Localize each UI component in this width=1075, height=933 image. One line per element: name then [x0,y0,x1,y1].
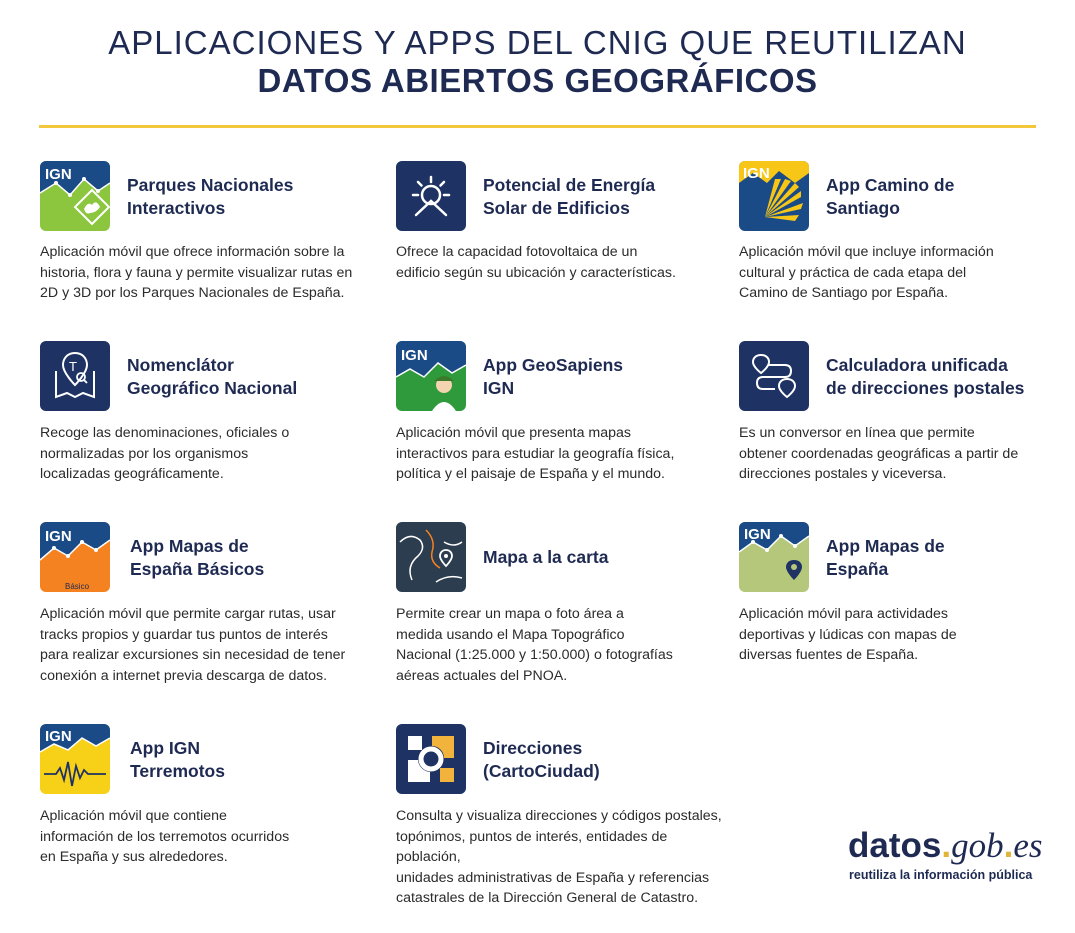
app-title: Nomenclátor Geográfico Nacional [127,355,298,398]
logo-word-gob: gob [951,826,1004,865]
mapas-basicos-icon [40,522,110,592]
logo-dot: . [941,826,952,865]
app-title: App GeoSapiens IGN [483,355,624,398]
ign-label: IGN [743,165,770,182]
camino-santiago-icon [739,161,809,231]
datos-gob-logo[interactable] [848,826,1042,866]
ign-label: IGN [45,528,72,545]
title-divider [39,125,1036,128]
app-description: Aplicación móvil que contiene información de los terremotos ocurridos en España y sus alrededores. [40,808,290,865]
ign-label: IGN [401,347,428,364]
logo-tagline: reutiliza la información pública [849,868,1033,882]
app-description: Aplicación móvil que ofrece información sobre la historia, flora y fauna y permite visualizar rutas en 2D y 3D por los Parques Nacionales de España. [40,244,353,301]
app-title: Calculadora unificada de direcciones postales [826,355,1025,398]
app-description: Recoge las denominaciones, oficiales o normalizadas por los organismos localizadas geográficamente. [40,425,290,482]
app-title: App Mapas de España Básicos [130,536,265,579]
cartociudad-icon [396,724,466,794]
page-title-line2: DATOS ABIERTOS GEOGRÁFICOS [257,62,818,99]
basico-label: Básico [65,582,90,591]
app-title: Direcciones (CartoCiudad) [483,738,600,781]
app-description: Es un conversor en línea que permite obtener coordenadas geográficas a partir de direcciones postales y viceversa. [739,425,1019,482]
terremotos-icon [40,724,110,794]
app-title: Parques Nacionales Interactivos [127,175,294,218]
app-description: Aplicación móvil que presenta mapas interactivos para estudiar la geografía física, política y el paisaje de España y el mundo. [396,425,675,482]
ign-label: IGN [744,526,771,543]
app-title: Potencial de Energía Solar de Edificios [483,175,656,218]
app-title: App Mapas de España [826,536,945,579]
logo-word-datos: datos [848,826,942,865]
app-description: Permite crear un mapa o foto área a medida usando el Mapa Topográfico Nacional (1:25.000 y 1:50.000) o fotografías aéreas actuales del PNOA. [396,606,673,684]
app-title: App IGN Terremotos [130,738,225,781]
page-title-line1: APLICACIONES Y APPS DEL CNIG QUE REUTILIZAN [108,24,967,61]
logo-word-es: es [1013,826,1043,865]
mapas-espana-icon [739,522,809,592]
route-pin-icon [739,341,809,411]
app-description: Aplicación móvil que incluye información cultural y práctica de cada etapa del Camino de Santiago por España. [739,244,994,301]
app-description: Aplicación móvil que permite cargar rutas, usar tracks propios y guardar tus puntos de interés para realizar excursiones sin necesidad de tener conexión a internet previa descarga de datos. [40,606,346,684]
svg-text:T: T [69,359,77,374]
nomenclator-icon [40,341,110,411]
geosapiens-icon [396,341,466,411]
app-description: Aplicación móvil para actividades deportivas y lúdicas con mapas de diversas fuentes de España. [739,606,957,663]
logo-dot: . [1003,826,1014,865]
app-title: App Camino de Santiago [826,175,955,218]
app-title: Mapa a la carta [483,547,609,567]
solar-energy-icon [396,161,466,231]
map-pin-icon [396,522,466,592]
app-description: Ofrece la capacidad fotovoltaica de un edificio según su ubicación y características. [396,244,676,281]
app-description: Consulta y visualiza direcciones y códigos postales, topónimos, puntos de interés, entidades de población, unidades administrativas de España y referencias catastrales de la Dirección General de Catastro. [396,808,722,906]
parques-nacionales-icon [40,161,110,231]
ign-label: IGN [45,728,72,745]
ign-label: IGN [45,166,72,183]
